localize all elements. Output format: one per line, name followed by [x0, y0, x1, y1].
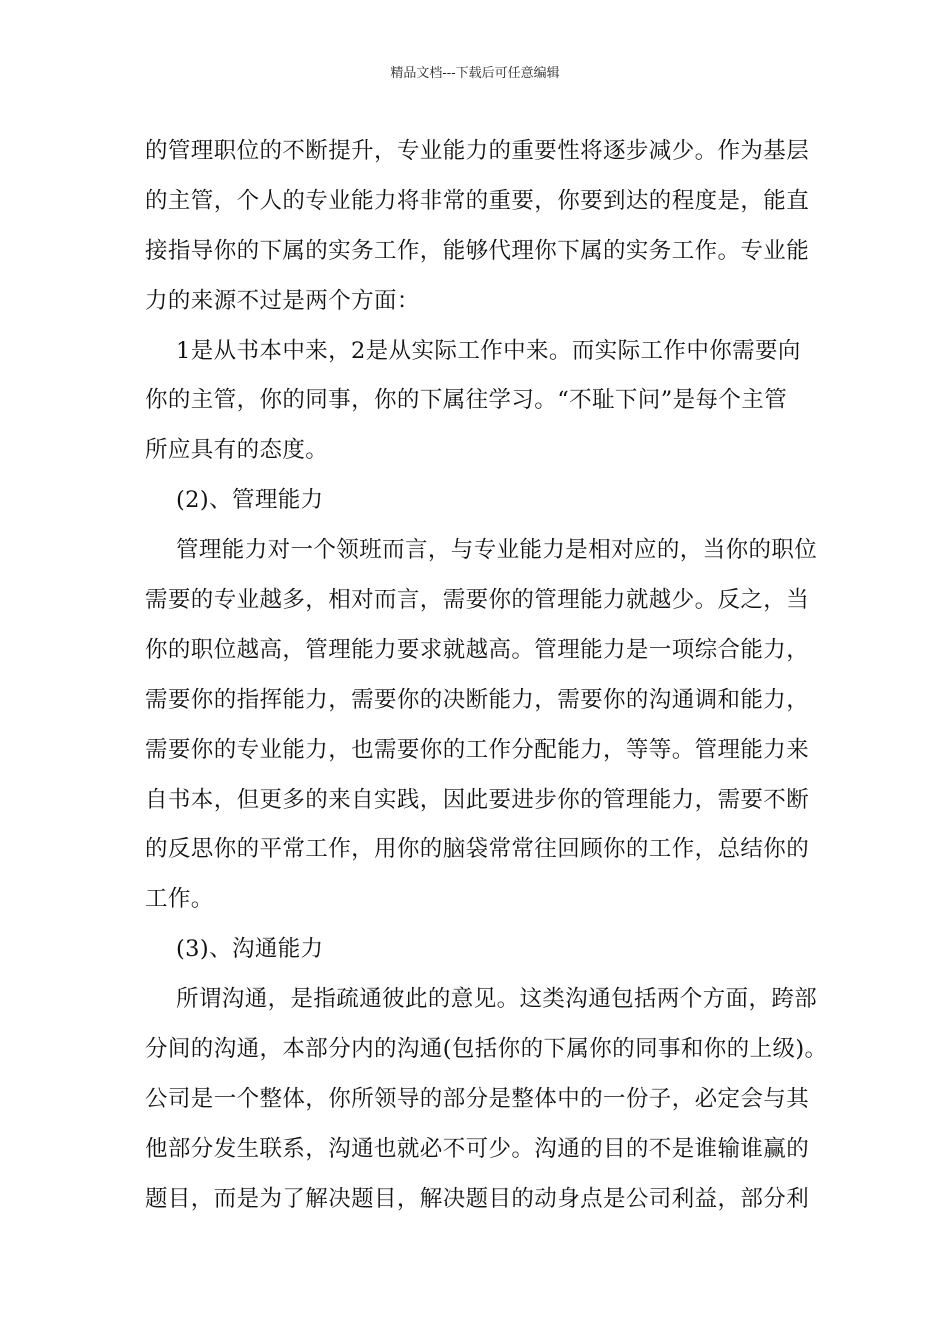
text-line: 题目，而是为了解决题目，解决题目的动身点是公司利益，部分利	[145, 1185, 810, 1212]
text-line: 自书本，但更多的来自实践，因此要进步你的管理能力，需要不断	[145, 786, 810, 813]
text-line: 需要你的指挥能力，需要你的决断能力，需要你的沟通调和能力，	[145, 686, 810, 713]
section-heading: (3)、沟通能力	[176, 936, 324, 963]
text-line: 1是从书本中来，2是从实际工作中来。而实际工作中你需要向	[176, 337, 801, 364]
text-line: 的管理职位的不断提升，专业能力的重要性将逐步减少。作为基层	[145, 138, 810, 164]
text-line: 接指导你的下属的实务工作，能够代理你下属的实务工作。专业能	[145, 237, 810, 264]
text-line: 工作。	[145, 886, 214, 913]
text-line: 所应具有的态度。	[145, 437, 329, 464]
text-line: 所谓沟通，是指疏通彼此的意见。这类沟通包括两个方面，跨部	[176, 986, 818, 1013]
text-line: 他部分发生联系，沟通也就必不可少。沟通的目的不是谁输谁赢的	[145, 1135, 810, 1162]
text-line: 管理能力对一个领班而言，与专业能力是相对应的，当你的职位	[176, 537, 818, 564]
section-heading: (2)、管理能力	[176, 487, 324, 514]
text-line: 需要的专业越多，相对而言，需要你的管理能力就越少。反之，当	[145, 587, 810, 614]
page-header: 精品文档---下载后可任意编辑	[390, 66, 560, 81]
text-line: 你的主管，你的同事，你的下属往学习。“不耻下问”是每个主管	[145, 387, 788, 414]
document-body	[145, 127, 828, 1225]
text-line: 力的来源不过是两个方面：	[145, 287, 420, 314]
text-line: 的反思你的平常工作，用你的脑袋常常往回顾你的工作，总结你的	[145, 836, 810, 863]
text-line: 的主管，个人的专业能力将非常的重要，你要到达的程度是，能直	[145, 187, 810, 214]
text-line: 你的职位越高，管理能力要求就越高。管理能力是一项综合能力，	[145, 636, 810, 663]
text-line: 公司是一个整体，你所领导的部分是整体中的一份子，必定会与其	[145, 1085, 810, 1112]
text-line: 需要你的专业能力，也需要你的工作分配能力，等等。管理能力来	[145, 736, 810, 763]
text-line: 分间的沟通，本部分内的沟通(包括你的下属你的同事和你的上级)。	[145, 1036, 828, 1063]
